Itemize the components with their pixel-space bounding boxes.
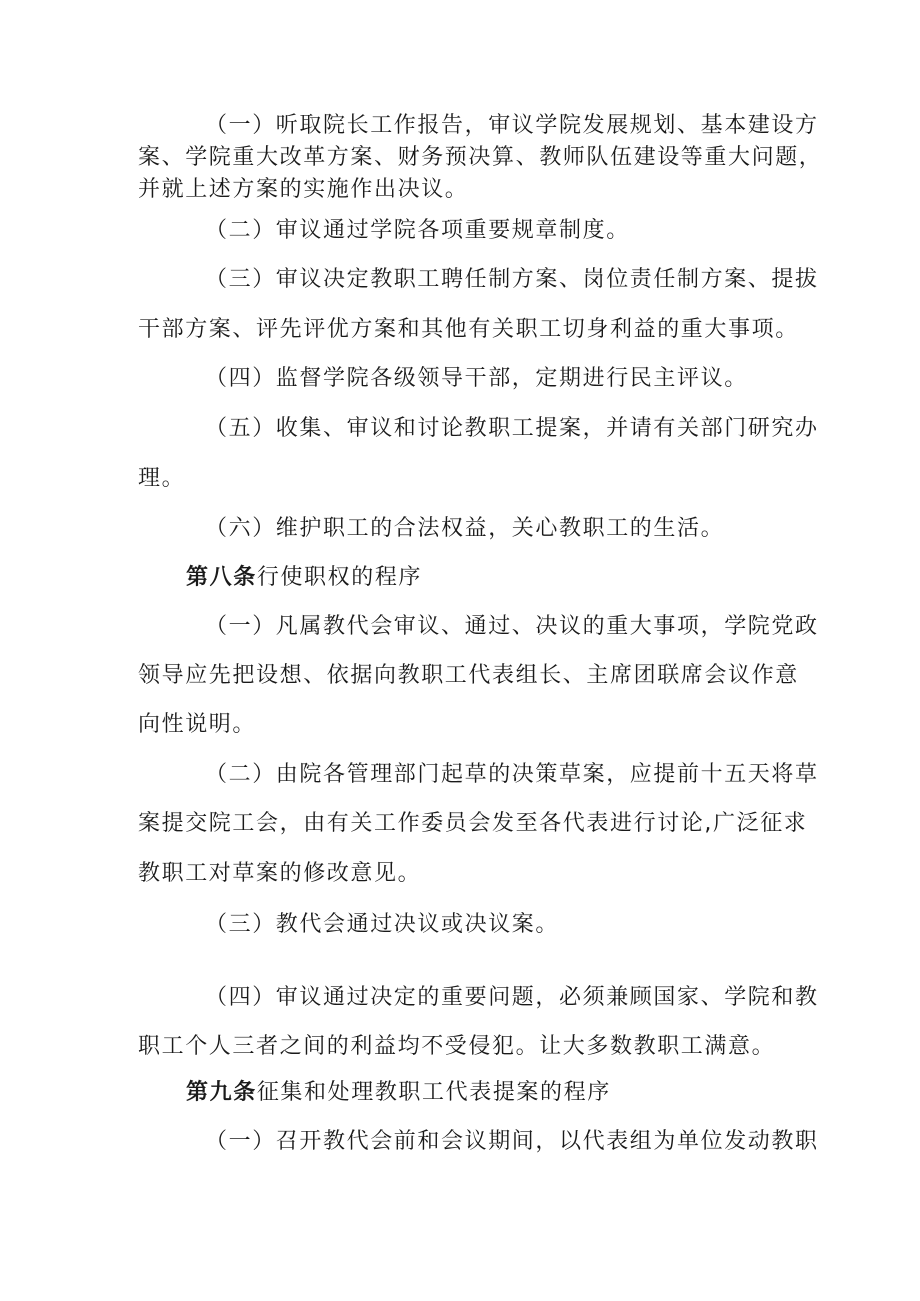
paragraph-6-line-1: （六）维护职工的合法权益，关心教职工的生活。 bbox=[205, 516, 725, 541]
paragraph-1-line-2: 案、学院重大改革方案、财务预决算、教师队伍建设等重大问题， bbox=[138, 145, 823, 170]
article-8-paragraph-1-line-3: 向性说明。 bbox=[138, 712, 257, 737]
article-8-paragraph-1-line-1: （一）凡属教代会审议、通过、决议的重大事项，学院党政 bbox=[205, 614, 819, 639]
paragraph-1-line-1: （一）听取院长工作报告，审议学院发展规划、基本建设方 bbox=[205, 113, 819, 138]
paragraph-4-line-1: （四）监督学院各级领导干部，定期进行民主评议。 bbox=[205, 366, 748, 391]
article-8-paragraph-2-line-3: 教职工对草案的修改意见。 bbox=[138, 861, 422, 886]
paragraph-2-line-1: （二）审议通过学院各项重要规章制度。 bbox=[205, 218, 630, 243]
paragraph-1-line-3: 并就上述方案的实施作出决议。 bbox=[138, 177, 469, 202]
article-8-paragraph-4-line-2: 职工个人三者之间的利益均不受侵犯。让大多数教职工满意。 bbox=[138, 1034, 776, 1059]
paragraph-3-line-1: （三）审议决定教职工聘任制方案、岗位责任制方案、提拔 bbox=[205, 267, 819, 292]
paragraph-3-line-2: 干部方案、评先评优方案和其他有关职工切身利益的重大事项。 bbox=[138, 317, 799, 342]
article-9-paragraph-1-line-1: （一）召开教代会前和会议期间，以代表组为单位发动教职 bbox=[205, 1129, 819, 1154]
article-9-label: 第九条 bbox=[186, 1080, 257, 1105]
article-8-paragraph-2-line-2: 案提交院工会，由有关工作委员会发至各代表进行讨论,广泛征求 bbox=[138, 811, 808, 836]
article-8-paragraph-2-line-1: （二）由院各管理部门起草的决策草案，应提前十五天将草 bbox=[205, 762, 819, 787]
paragraph-5-line-1: （五）收集、审议和讨论教职工提案，并请有关部门研究办 bbox=[205, 416, 819, 441]
article-9-heading bbox=[186, 1078, 920, 1108]
paragraph-5-line-2: 理。 bbox=[138, 466, 186, 491]
article-8-heading bbox=[186, 563, 920, 593]
article-9-title: 征集和处理教职工代表提案的程序 bbox=[256, 1080, 611, 1105]
article-8-paragraph-4-line-1: （四）审议通过决定的重要问题，必须兼顾国家、学院和教 bbox=[205, 985, 819, 1010]
article-8-paragraph-3-line-1: （三）教代会通过决议或决议案。 bbox=[205, 912, 560, 937]
article-8-paragraph-1-line-2: 领导应先把设想、依据向教职工代表组长、主席团联席会议作意 bbox=[138, 663, 799, 688]
article-8-label: 第八条 bbox=[186, 565, 257, 590]
article-8-title: 行使职权的程序 bbox=[256, 565, 423, 590]
